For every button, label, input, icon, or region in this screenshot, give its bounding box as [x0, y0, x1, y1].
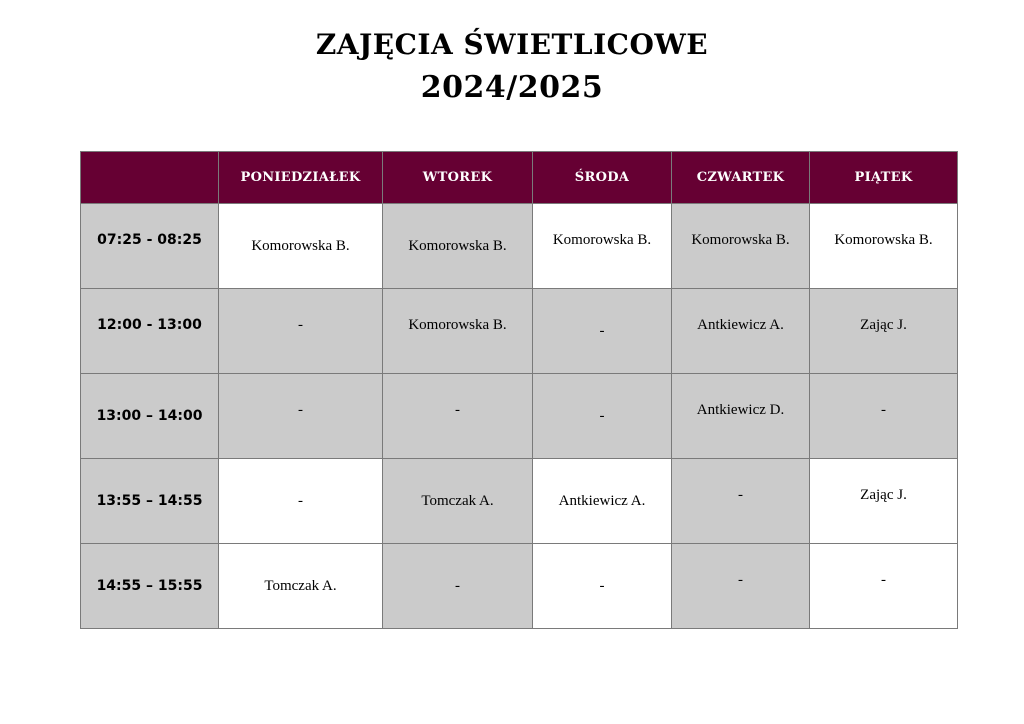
table-row — [81, 459, 958, 544]
day-header-tuesday: WTOREK — [383, 152, 533, 204]
table-cell: Antkiewicz A. — [672, 289, 810, 374]
table-row — [81, 204, 958, 289]
table-cell: - — [219, 459, 383, 544]
time-slot: 12:00 - 13:00 — [81, 289, 219, 374]
table-cell: - — [219, 289, 383, 374]
table-row — [81, 544, 958, 629]
table-cell: - — [383, 544, 533, 629]
table-cell: Antkiewicz D. — [672, 374, 810, 459]
header-row — [81, 152, 958, 204]
page-title: ZAJĘCIA ŚWIETLICOWE — [315, 28, 709, 61]
table-cell: Komorowska B. — [383, 289, 533, 374]
table-cell: Tomczak A. — [219, 544, 383, 629]
day-header-wednesday: ŚRODA — [533, 152, 672, 204]
table-cell: - — [810, 544, 958, 629]
day-header-friday: PIĄTEK — [810, 152, 958, 204]
table-cell: Tomczak A. — [383, 459, 533, 544]
table-cell: - — [533, 374, 672, 459]
table-cell: Zając J. — [810, 459, 958, 544]
time-slot: 13:00 – 14:00 — [81, 374, 219, 459]
table-cell: Komorowska B. — [533, 204, 672, 289]
table-cell: Komorowska B. — [219, 204, 383, 289]
table-cell: - — [533, 289, 672, 374]
day-header-thursday: CZWARTEK — [672, 152, 810, 204]
corner-header — [81, 152, 219, 204]
table-cell: - — [672, 459, 810, 544]
time-slot: 13:55 – 14:55 — [81, 459, 219, 544]
table-cell: Zając J. — [810, 289, 958, 374]
time-slot: 07:25 - 08:25 — [81, 204, 219, 289]
table-cell: Komorowska B. — [672, 204, 810, 289]
table-cell: - — [533, 544, 672, 629]
day-header-monday: PONIEDZIAŁEK — [219, 152, 383, 204]
table-row — [81, 289, 958, 374]
schedule-table — [80, 151, 958, 629]
school-year: 2024/2025 — [420, 70, 604, 105]
table-cell: - — [219, 374, 383, 459]
table-cell: Komorowska B. — [383, 204, 533, 289]
table-cell: - — [672, 544, 810, 629]
table-cell: - — [810, 374, 958, 459]
table-cell: Antkiewicz A. — [533, 459, 672, 544]
time-slot: 14:55 – 15:55 — [81, 544, 219, 629]
table-cell: Komorowska B. — [810, 204, 958, 289]
table-row — [81, 374, 958, 459]
table-cell: - — [383, 374, 533, 459]
